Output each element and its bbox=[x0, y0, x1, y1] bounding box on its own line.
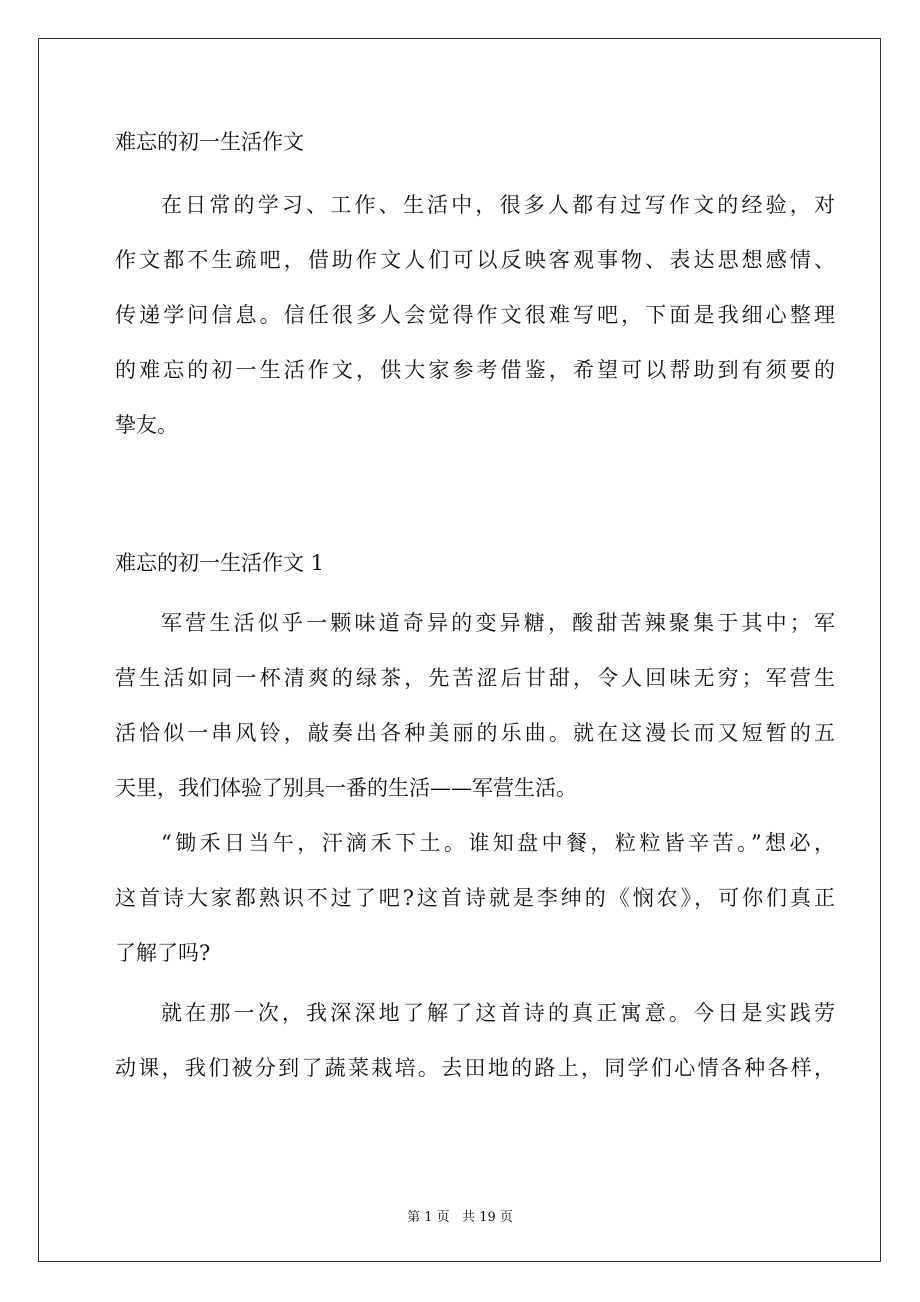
paragraph-line: 营生活如同一杯清爽的绿茶，先苦涩后甘甜，令人回味无穷；军营生 bbox=[115, 666, 835, 690]
paragraph-line: “锄禾日当午，汗滴禾下土。谁知盘中餐，粒粒皆辛苦。”想必， bbox=[161, 831, 835, 855]
page-number-footer: 第 1 页 共 19 页 bbox=[407, 1210, 513, 1225]
intro-line: 的难忘的初一生活作文，供大家参考借鉴，希望可以帮助到有须要的 bbox=[115, 358, 835, 382]
section-title: 难忘的初一生活作文 1 bbox=[115, 551, 325, 575]
intro-line: 作文都不生疏吧，借助作文人们可以反映客观事物、表达思想感情、 bbox=[115, 248, 835, 272]
paragraph-line: 了解了吗? bbox=[115, 941, 211, 965]
paragraph-line: 动课，我们被分到了蔬菜栽培。去田地的路上，同学们心情各种各样， bbox=[115, 1056, 835, 1080]
intro-line: 挚友。 bbox=[115, 413, 178, 437]
intro-line: 在日常的学习、工作、生活中，很多人都有过写作文的经验，对 bbox=[161, 193, 835, 217]
document-title: 难忘的初一生活作文 bbox=[115, 130, 304, 154]
paragraph-line: 军营生活似乎一颗味道奇异的变异糖，酸甜苦辣聚集于其中；军 bbox=[161, 611, 835, 635]
paragraph-line: 活恰似一串风铃，敲奏出各种美丽的乐曲。就在这漫长而又短暂的五 bbox=[115, 721, 835, 745]
paragraph-line: 天里，我们体验了别具一番的生活——军营生活。 bbox=[115, 776, 577, 800]
intro-line: 传递学问信息。信任很多人会觉得作文很难写吧，下面是我细心整理 bbox=[115, 303, 835, 327]
paragraph-line: 就在那一次，我深深地了解了这首诗的真正寓意。今日是实践劳 bbox=[161, 1001, 835, 1025]
paragraph-line: 这首诗大家都熟识不过了吧?这首诗就是李绅的《悯农》，可你们真正 bbox=[115, 886, 835, 910]
